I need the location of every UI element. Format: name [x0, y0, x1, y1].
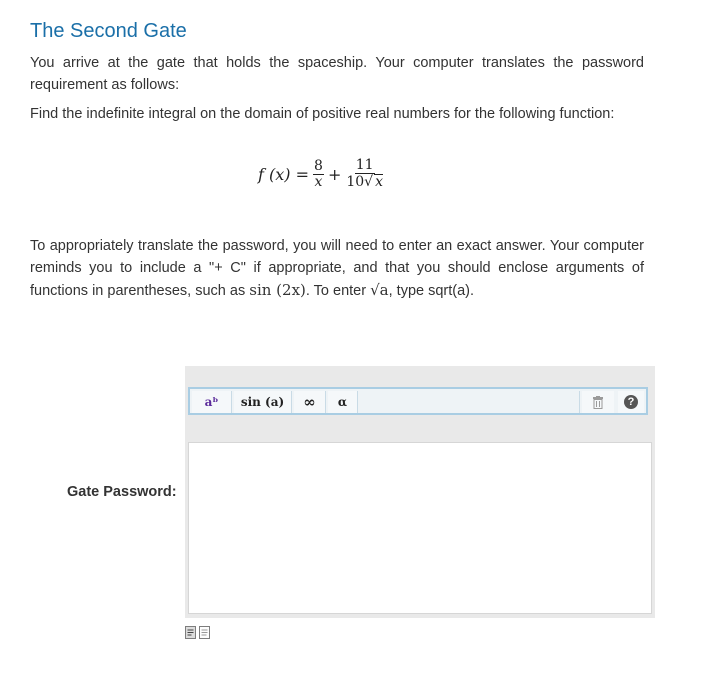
trig-function-button[interactable]: sin (a) [234, 391, 292, 413]
math-doc-icon [186, 627, 195, 638]
document-icon [200, 627, 209, 638]
help-icon: ? [624, 395, 638, 409]
trash-icon [592, 396, 604, 409]
toolbar-spacer [360, 391, 580, 413]
math-preview-icon[interactable] [185, 626, 196, 639]
fraction-2-numerator: 11 [355, 157, 374, 173]
sqrt-sign: √ [364, 174, 374, 190]
formula-lhs: f (x) = [258, 164, 310, 184]
editor-toolbar [188, 387, 648, 415]
instructions-math-sqrt: √a [370, 281, 389, 299]
fraction-1-denominator: x [314, 173, 323, 190]
greek-letter-button[interactable]: α [328, 391, 358, 413]
help-button[interactable] [618, 391, 644, 413]
document-icons [185, 626, 210, 639]
fraction-2-coefficient: 10 [346, 174, 365, 190]
text-preview-icon[interactable] [199, 626, 210, 639]
instructions-text-2: . To enter [305, 283, 371, 299]
intro-paragraph: You arrive at the gate that holds the spaceship. Your computer translates the password requirement as follows: [30, 55, 644, 93]
instructions-text-3: , type sqrt(a). [388, 283, 475, 299]
formula-plus: + [327, 164, 342, 184]
instructions-math-sin: sin (2x) [249, 281, 306, 299]
fraction-1 [313, 159, 324, 190]
clear-button[interactable] [582, 391, 614, 413]
function-formula [258, 158, 388, 190]
gate-password-label: Gate Password: [67, 484, 177, 500]
fraction-2-radicand: x [375, 174, 383, 190]
answer-input[interactable] [188, 442, 652, 614]
fraction-2 [345, 158, 384, 190]
instructions-paragraph [30, 235, 644, 302]
power-button[interactable]: aᵇ [192, 391, 232, 413]
fraction-2-denominator [345, 174, 384, 190]
fraction-1-numerator: 8 [314, 157, 323, 174]
infinity-button[interactable]: ∞ [294, 391, 326, 413]
task-paragraph: Find the indefinite integral on the domain of positive real numbers for the following function: [30, 106, 615, 122]
page-title: The Second Gate [30, 20, 187, 42]
instructions-text-1: To appropriately translate the password, you will need to enter an exact answer. Your computer reminds you to include a "+ C" if appropriate, and that you should enclose arguments of functions in parentheses, such as [30, 238, 644, 299]
math-editor [185, 366, 655, 618]
